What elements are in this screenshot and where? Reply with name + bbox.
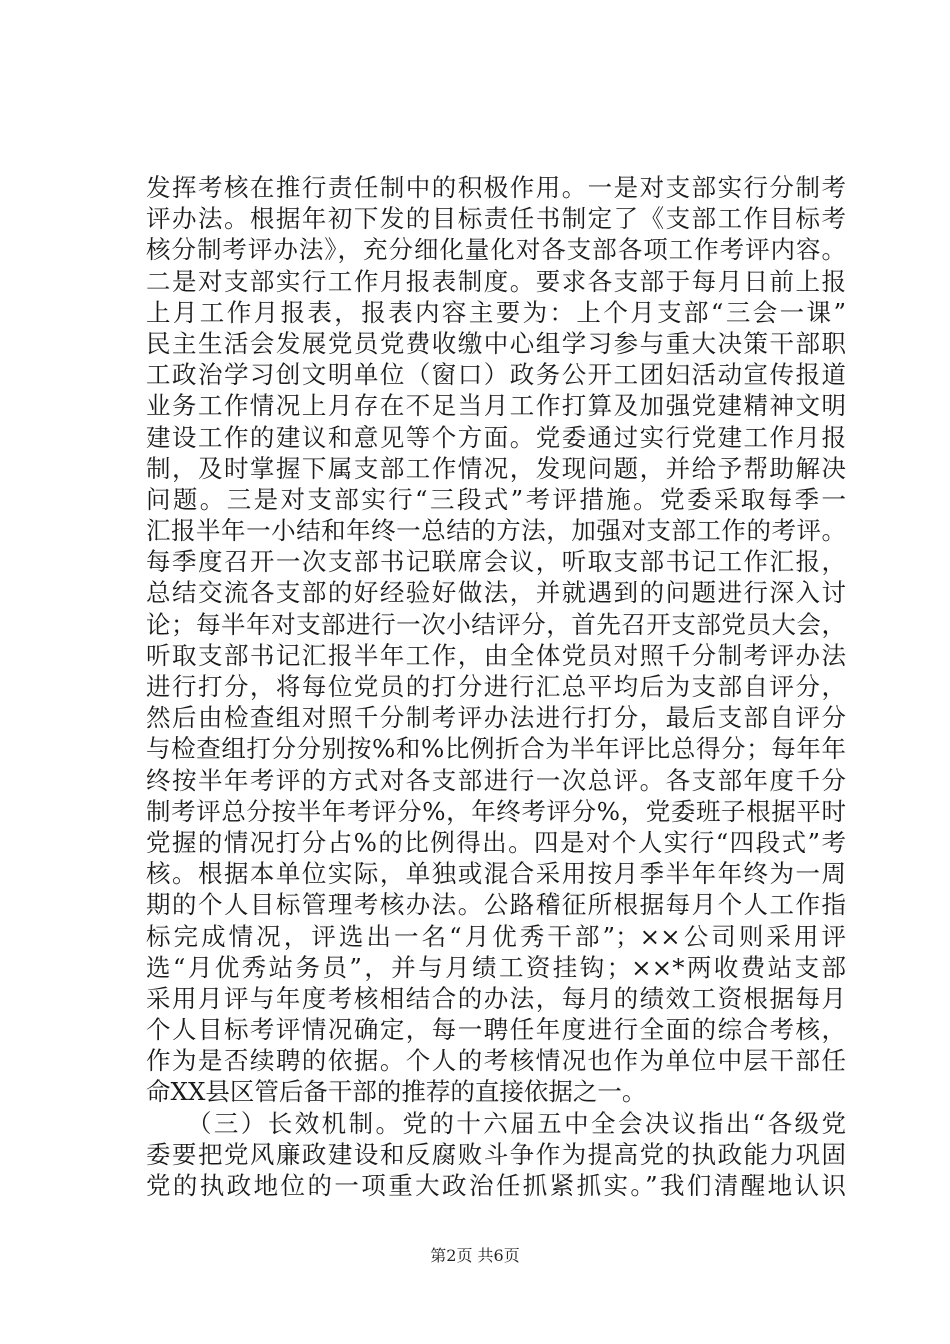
text-line: 业务工作情况上月存在不足当月工作打算及加强党建精神文明 bbox=[146, 391, 846, 421]
text-line: 标完成情况，评选出一名“月优秀干部”；××公司则采用评 bbox=[146, 921, 846, 951]
page-footer: 第2页 共6页 bbox=[430, 1246, 520, 1265]
text-line: 党的执政地位的一项重大政治任抓紧抓实。”我们清醒地认识 bbox=[146, 1171, 846, 1200]
text-line: 采用月评与年度考核相结合的办法，每月的绩效工资根据每月 bbox=[146, 983, 846, 1013]
text-line: 核分制考评办法》，充分细化量化对各支部各项工作考评内容。 bbox=[146, 235, 846, 265]
text-line: 委要把党风廉政建设和反腐败斗争作为提高党的执政能力巩固 bbox=[146, 1139, 846, 1169]
text-line: 听取支部书记汇报半年工作，由全体党员对照千分制考评办法 bbox=[146, 640, 846, 670]
text-line: 总结交流各支部的好经验好做法，并就遇到的问题进行深入讨 bbox=[146, 578, 846, 608]
text-line: 期的个人目标管理考核办法。公路稽征所根据每月个人工作指 bbox=[146, 890, 846, 920]
text-line: 与检查组打分分别按%和%比例折合为半年评比总得分；每年年 bbox=[146, 734, 846, 764]
text-line: 然后由检查组对照千分制考评办法进行打分，最后支部自评分 bbox=[146, 703, 846, 733]
text-line: 上月工作月报表，报表内容主要为：上个月支部“三会一课” bbox=[146, 297, 846, 327]
text-line: 问题。三是对支部实行“三段式”考评措施。党委采取每季一 bbox=[146, 484, 846, 514]
text-line: （三）长效机制。党的十六届五中全会决议指出“各级党 bbox=[187, 1108, 846, 1138]
text-line: 每季度召开一次支部书记联席会议，听取支部书记工作汇报， bbox=[146, 547, 846, 577]
text-line: 个人目标考评情况确定，每一聘任年度进行全面的综合考核， bbox=[146, 1015, 846, 1045]
text-line: 民主生活会发展党员党费收缴中心组学习参与重大决策干部职 bbox=[146, 328, 846, 358]
text-line: 作为是否续聘的依据。个人的考核情况也作为单位中层干部任 bbox=[146, 1046, 846, 1076]
text-line: 命XX县区管后备干部的推荐的直接依据之一。 bbox=[146, 1077, 647, 1107]
text-line: 党握的情况打分占%的比例得出。四是对个人实行“四段式”考 bbox=[146, 827, 846, 857]
text-line: 进行打分，将每位党员的打分进行汇总平均后为支部自评分， bbox=[146, 672, 846, 701]
text-line: 汇报半年一小结和年终一总结的方法，加强对支部工作的考评。 bbox=[146, 516, 846, 546]
text-line: 核。根据本单位实际，单独或混合采用按月季半年年终为一周 bbox=[146, 859, 846, 889]
text-line: 终按半年考评的方式对各支部进行一次总评。各支部年度千分 bbox=[146, 765, 846, 795]
text-line: 发挥考核在推行责任制中的积极作用。一是对支部实行分制考 bbox=[146, 173, 846, 202]
text-line: 制考评总分按半年考评分%，年终考评分%，党委班子根据平时 bbox=[146, 796, 846, 826]
text-line: 制，及时掌握下属支部工作情况，发现问题，并给予帮助解决 bbox=[146, 453, 846, 483]
text-line: 工政治学习创文明单位（窗口）政务公开工团妇活动宣传报道 bbox=[146, 360, 846, 390]
text-line: 评办法。根据年初下发的目标责任书制定了《支部工作目标考 bbox=[146, 204, 846, 234]
text-line: 二是对支部实行工作月报表制度。要求各支部于每月日前上报 bbox=[146, 266, 846, 296]
text-line: 选“月优秀站务员”，并与月绩工资挂钩；××*两收费站支部 bbox=[146, 952, 846, 982]
text-line: 建设工作的建议和意见等个方面。党委通过实行党建工作月报 bbox=[146, 422, 846, 452]
body-text bbox=[146, 172, 846, 1201]
text-line: 论；每半年对支部进行一次小结评分，首先召开支部党员大会， bbox=[146, 609, 846, 639]
